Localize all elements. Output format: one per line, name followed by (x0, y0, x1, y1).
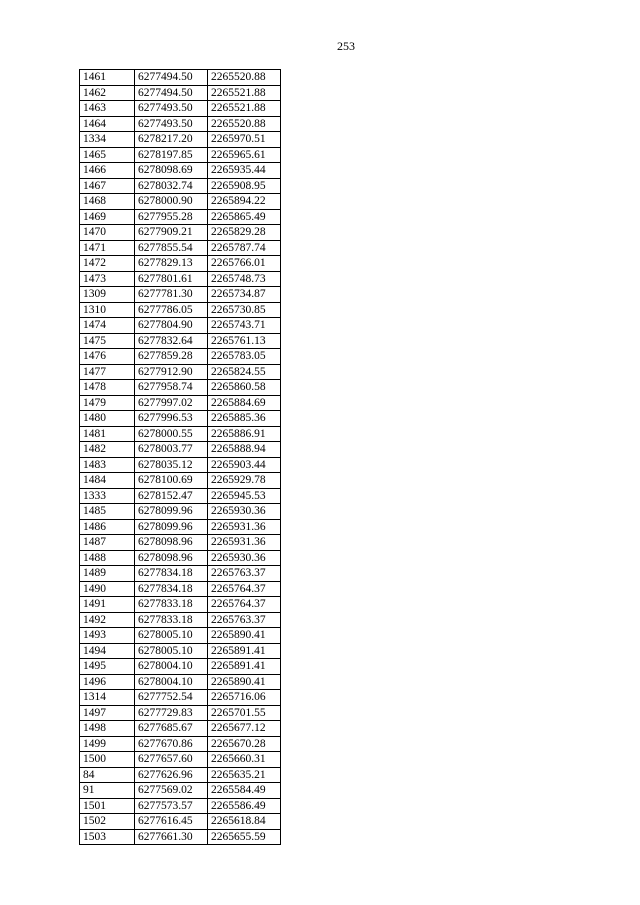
x-coordinate-cell: 6278035.12 (135, 457, 208, 473)
y-coordinate-cell: 2265730.85 (208, 302, 281, 318)
point-id-cell: 1482 (80, 442, 135, 458)
y-coordinate-cell: 2265891.41 (208, 643, 281, 659)
x-coordinate-cell: 6277573.57 (135, 798, 208, 814)
table-row (80, 767, 281, 783)
table-row (80, 504, 281, 520)
point-id-cell: 1494 (80, 643, 135, 659)
x-coordinate-cell: 6278099.96 (135, 519, 208, 535)
point-id-cell: 1498 (80, 721, 135, 737)
point-id-cell: 1466 (80, 163, 135, 179)
y-coordinate-cell: 2265660.31 (208, 752, 281, 768)
x-coordinate-cell: 6278032.74 (135, 178, 208, 194)
x-coordinate-cell: 6278000.90 (135, 194, 208, 210)
y-coordinate-cell: 2265787.74 (208, 240, 281, 256)
x-coordinate-cell: 6277996.53 (135, 411, 208, 427)
x-coordinate-cell: 6277786.05 (135, 302, 208, 318)
y-coordinate-cell: 2265885.36 (208, 411, 281, 427)
table-row (80, 364, 281, 380)
page-number: 253 (337, 39, 355, 53)
x-coordinate-cell: 6277912.90 (135, 364, 208, 380)
point-id-cell: 1474 (80, 318, 135, 334)
x-coordinate-cell: 6277494.50 (135, 70, 208, 86)
point-id-cell: 1472 (80, 256, 135, 272)
x-coordinate-cell: 6278197.85 (135, 147, 208, 163)
x-coordinate-cell: 6277829.13 (135, 256, 208, 272)
x-coordinate-cell: 6277855.54 (135, 240, 208, 256)
y-coordinate-cell: 2265618.84 (208, 814, 281, 830)
table-row (80, 519, 281, 535)
table-row (80, 116, 281, 132)
table-row (80, 101, 281, 117)
y-coordinate-cell: 2265584.49 (208, 783, 281, 799)
y-coordinate-cell: 2265965.61 (208, 147, 281, 163)
y-coordinate-cell: 2265521.88 (208, 101, 281, 117)
y-coordinate-cell: 2265930.36 (208, 504, 281, 520)
x-coordinate-cell: 6277493.50 (135, 101, 208, 117)
table-row (80, 209, 281, 225)
point-id-cell: 1497 (80, 705, 135, 721)
table-row (80, 581, 281, 597)
y-coordinate-cell: 2265970.51 (208, 132, 281, 148)
x-coordinate-cell: 6277781.30 (135, 287, 208, 303)
table-row (80, 318, 281, 334)
x-coordinate-cell: 6278098.96 (135, 550, 208, 566)
table-row (80, 349, 281, 365)
table-row (80, 70, 281, 86)
y-coordinate-cell: 2265763.37 (208, 612, 281, 628)
table-row (80, 566, 281, 582)
point-id-cell: 1491 (80, 597, 135, 613)
y-coordinate-cell: 2265521.88 (208, 85, 281, 101)
table-row (80, 674, 281, 690)
table-row (80, 473, 281, 489)
point-id-cell: 84 (80, 767, 135, 783)
table-row (80, 690, 281, 706)
y-coordinate-cell: 2265860.58 (208, 380, 281, 396)
point-id-cell: 1461 (80, 70, 135, 86)
coordinates-table (79, 69, 281, 845)
table-row (80, 132, 281, 148)
y-coordinate-cell: 2265891.41 (208, 659, 281, 675)
x-coordinate-cell: 6277729.83 (135, 705, 208, 721)
x-coordinate-cell: 6277494.50 (135, 85, 208, 101)
x-coordinate-cell: 6278152.47 (135, 488, 208, 504)
point-id-cell: 1481 (80, 426, 135, 442)
x-coordinate-cell: 6277997.02 (135, 395, 208, 411)
point-id-cell: 1495 (80, 659, 135, 675)
point-id-cell: 1486 (80, 519, 135, 535)
x-coordinate-cell: 6277626.96 (135, 767, 208, 783)
table-row (80, 705, 281, 721)
table-row (80, 85, 281, 101)
y-coordinate-cell: 2265764.37 (208, 581, 281, 597)
x-coordinate-cell: 6277493.50 (135, 116, 208, 132)
table-row (80, 643, 281, 659)
y-coordinate-cell: 2265931.36 (208, 535, 281, 551)
point-id-cell: 1501 (80, 798, 135, 814)
table-row (80, 240, 281, 256)
table-row (80, 535, 281, 551)
table-row (80, 271, 281, 287)
point-id-cell: 1484 (80, 473, 135, 489)
x-coordinate-cell: 6277833.18 (135, 612, 208, 628)
x-coordinate-cell: 6278217.20 (135, 132, 208, 148)
point-id-cell: 1470 (80, 225, 135, 241)
point-id-cell: 1310 (80, 302, 135, 318)
point-id-cell: 1465 (80, 147, 135, 163)
y-coordinate-cell: 2265930.36 (208, 550, 281, 566)
x-coordinate-cell: 6277909.21 (135, 225, 208, 241)
point-id-cell: 1479 (80, 395, 135, 411)
table-row (80, 659, 281, 675)
point-id-cell: 1475 (80, 333, 135, 349)
y-coordinate-cell: 2265945.53 (208, 488, 281, 504)
point-id-cell: 1483 (80, 457, 135, 473)
table-row (80, 163, 281, 179)
x-coordinate-cell: 6278003.77 (135, 442, 208, 458)
point-id-cell: 1462 (80, 85, 135, 101)
point-id-cell: 1471 (80, 240, 135, 256)
point-id-cell: 1503 (80, 829, 135, 845)
y-coordinate-cell: 2265903.44 (208, 457, 281, 473)
point-id-cell: 1334 (80, 132, 135, 148)
x-coordinate-cell: 6277832.64 (135, 333, 208, 349)
x-coordinate-cell: 6277616.45 (135, 814, 208, 830)
x-coordinate-cell: 6277801.61 (135, 271, 208, 287)
point-id-cell: 1488 (80, 550, 135, 566)
x-coordinate-cell: 6277685.67 (135, 721, 208, 737)
table-row (80, 798, 281, 814)
point-id-cell: 91 (80, 783, 135, 799)
y-coordinate-cell: 2265865.49 (208, 209, 281, 225)
table-row (80, 612, 281, 628)
x-coordinate-cell: 6277804.90 (135, 318, 208, 334)
y-coordinate-cell: 2265520.88 (208, 116, 281, 132)
x-coordinate-cell: 6278099.96 (135, 504, 208, 520)
point-id-cell: 1469 (80, 209, 135, 225)
y-coordinate-cell: 2265655.59 (208, 829, 281, 845)
table-row (80, 287, 281, 303)
y-coordinate-cell: 2265761.13 (208, 333, 281, 349)
y-coordinate-cell: 2265748.73 (208, 271, 281, 287)
table-row (80, 628, 281, 644)
y-coordinate-cell: 2265701.55 (208, 705, 281, 721)
y-coordinate-cell: 2265935.44 (208, 163, 281, 179)
table-row (80, 550, 281, 566)
x-coordinate-cell: 6278100.69 (135, 473, 208, 489)
point-id-cell: 1314 (80, 690, 135, 706)
x-coordinate-cell: 6277752.54 (135, 690, 208, 706)
y-coordinate-cell: 2265520.88 (208, 70, 281, 86)
table-row (80, 302, 281, 318)
point-id-cell: 1493 (80, 628, 135, 644)
table-row (80, 333, 281, 349)
x-coordinate-cell: 6277661.30 (135, 829, 208, 845)
point-id-cell: 1473 (80, 271, 135, 287)
point-id-cell: 1309 (80, 287, 135, 303)
table-row (80, 488, 281, 504)
table-row (80, 256, 281, 272)
point-id-cell: 1492 (80, 612, 135, 628)
x-coordinate-cell: 6277834.18 (135, 581, 208, 597)
y-coordinate-cell: 2265734.87 (208, 287, 281, 303)
point-id-cell: 1500 (80, 752, 135, 768)
y-coordinate-cell: 2265931.36 (208, 519, 281, 535)
point-id-cell: 1476 (80, 349, 135, 365)
point-id-cell: 1463 (80, 101, 135, 117)
x-coordinate-cell: 6278005.10 (135, 628, 208, 644)
table-row (80, 736, 281, 752)
x-coordinate-cell: 6277657.60 (135, 752, 208, 768)
x-coordinate-cell: 6277833.18 (135, 597, 208, 613)
point-id-cell: 1468 (80, 194, 135, 210)
point-id-cell: 1467 (80, 178, 135, 194)
table-row (80, 442, 281, 458)
table-row (80, 457, 281, 473)
table-row (80, 814, 281, 830)
x-coordinate-cell: 6277958.74 (135, 380, 208, 396)
table-row (80, 829, 281, 845)
y-coordinate-cell: 2265929.78 (208, 473, 281, 489)
point-id-cell: 1499 (80, 736, 135, 752)
y-coordinate-cell: 2265890.41 (208, 674, 281, 690)
x-coordinate-cell: 6277859.28 (135, 349, 208, 365)
y-coordinate-cell: 2265888.94 (208, 442, 281, 458)
x-coordinate-cell: 6278098.69 (135, 163, 208, 179)
point-id-cell: 1487 (80, 535, 135, 551)
x-coordinate-cell: 6277834.18 (135, 566, 208, 582)
table-row (80, 380, 281, 396)
table-row (80, 783, 281, 799)
x-coordinate-cell: 6277670.86 (135, 736, 208, 752)
point-id-cell: 1333 (80, 488, 135, 504)
table-row (80, 178, 281, 194)
point-id-cell: 1490 (80, 581, 135, 597)
y-coordinate-cell: 2265743.71 (208, 318, 281, 334)
y-coordinate-cell: 2265886.91 (208, 426, 281, 442)
x-coordinate-cell: 6277569.02 (135, 783, 208, 799)
point-id-cell: 1485 (80, 504, 135, 520)
y-coordinate-cell: 2265783.05 (208, 349, 281, 365)
table-row (80, 147, 281, 163)
table-row (80, 426, 281, 442)
table-row (80, 395, 281, 411)
y-coordinate-cell: 2265884.69 (208, 395, 281, 411)
table-row (80, 225, 281, 241)
point-id-cell: 1478 (80, 380, 135, 396)
y-coordinate-cell: 2265763.37 (208, 566, 281, 582)
x-coordinate-cell: 6278005.10 (135, 643, 208, 659)
point-id-cell: 1480 (80, 411, 135, 427)
point-id-cell: 1496 (80, 674, 135, 690)
table-row (80, 597, 281, 613)
x-coordinate-cell: 6277955.28 (135, 209, 208, 225)
y-coordinate-cell: 2265824.55 (208, 364, 281, 380)
y-coordinate-cell: 2265716.06 (208, 690, 281, 706)
x-coordinate-cell: 6278004.10 (135, 659, 208, 675)
point-id-cell: 1464 (80, 116, 135, 132)
y-coordinate-cell: 2265766.01 (208, 256, 281, 272)
x-coordinate-cell: 6278098.96 (135, 535, 208, 551)
table-row (80, 411, 281, 427)
y-coordinate-cell: 2265635.21 (208, 767, 281, 783)
point-id-cell: 1502 (80, 814, 135, 830)
y-coordinate-cell: 2265677.12 (208, 721, 281, 737)
coordinates-table-body (80, 70, 281, 845)
y-coordinate-cell: 2265890.41 (208, 628, 281, 644)
x-coordinate-cell: 6278004.10 (135, 674, 208, 690)
point-id-cell: 1477 (80, 364, 135, 380)
table-row (80, 752, 281, 768)
y-coordinate-cell: 2265586.49 (208, 798, 281, 814)
y-coordinate-cell: 2265829.28 (208, 225, 281, 241)
table-row (80, 721, 281, 737)
x-coordinate-cell: 6278000.55 (135, 426, 208, 442)
y-coordinate-cell: 2265764.37 (208, 597, 281, 613)
y-coordinate-cell: 2265908.95 (208, 178, 281, 194)
y-coordinate-cell: 2265894.22 (208, 194, 281, 210)
point-id-cell: 1489 (80, 566, 135, 582)
y-coordinate-cell: 2265670.28 (208, 736, 281, 752)
table-row (80, 194, 281, 210)
